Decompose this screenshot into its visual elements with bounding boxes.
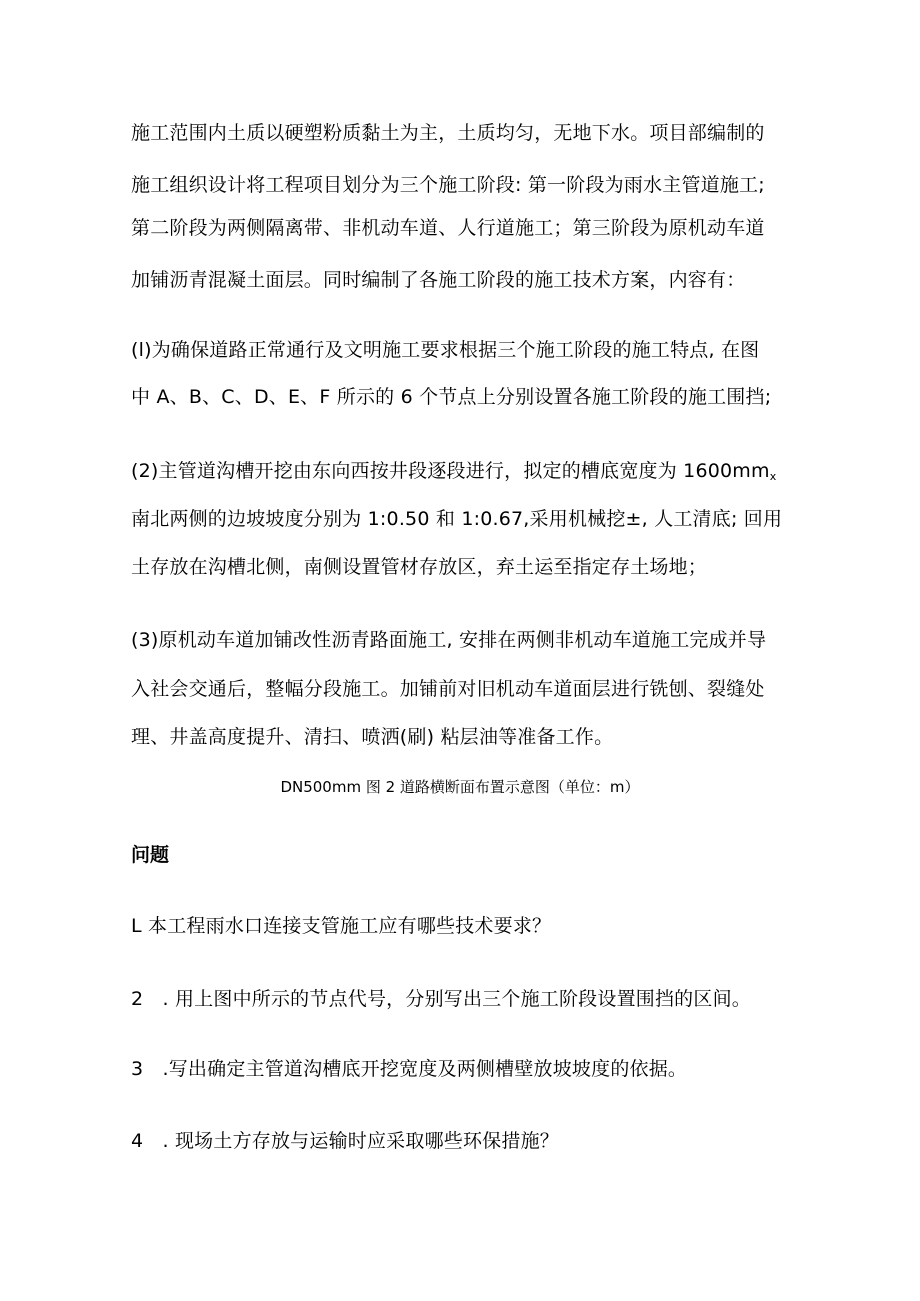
item2-line-1-text: (2)主管道沟槽开挖由东向西按井段逐段进行，拟定的槽底宽度为 1600mm bbox=[131, 460, 770, 482]
item3-line-3: 理、井盖高度提升、清扫、喷洒(刷) 粘层油等准备工作。 bbox=[131, 726, 614, 748]
item2-line-1 bbox=[131, 459, 776, 489]
question-3: 3 .写出确定主管道沟槽底开挖宽度及两侧槽壁放坡坡度的依据。 bbox=[131, 1058, 688, 1080]
paragraph1-line-2: 施工组织设计将工程项目划分为三个施工阶段: 第一阶段为雨水主管道施工; bbox=[131, 174, 765, 196]
questions-heading: 问题 bbox=[131, 844, 170, 866]
item3-line-1: (3)原机动车道加铺改性沥青路面施工, 安排在两侧非机动车道施工完成并导 bbox=[131, 629, 767, 651]
item1-line-1: (l)为确保道路正常通行及文明施工要求根据三个施工阶段的施工特点, 在图 bbox=[131, 339, 760, 361]
question-2: 2 . 用上图中所示的节点代号，分别写出三个施工阶段设置围挡的区间。 bbox=[131, 988, 751, 1010]
item2-line-3: 土存放在沟槽北侧，南侧设置管材存放区，弃土运至指定存土场地； bbox=[131, 556, 708, 578]
item3-line-2: 入社会交通后，整幅分段施工。加铺前对旧机动车道面层进行铣刨、裂缝处 bbox=[131, 678, 765, 700]
item2-line-2: 南北两侧的边坡坡度分别为 1:0.50 和 1:0.67,采用机械挖±, 人工清底; 回用 bbox=[131, 508, 783, 530]
item2-line-1-subscript: x bbox=[769, 470, 777, 483]
paragraph1-line-4: 加铺沥青混凝土面层。同时编制了各施工阶段的施工技术方案，内容有： bbox=[131, 269, 746, 291]
figure-caption: DN500mm 图 2 道路横断面布置示意图（单位：m） bbox=[280, 778, 640, 796]
question-1: L 本工程雨水口连接支管施工应有哪些技术要求？ bbox=[131, 915, 552, 937]
paragraph1-line-3: 第二阶段为两侧隔离带、非机动车道、人行道施工；第三阶段为原机动车道 bbox=[131, 217, 765, 239]
item1-line-2: 中 A、B、C、D、E、F 所示的 6 个节点上分别设置各施工阶段的施工围挡; bbox=[131, 386, 772, 408]
paragraph1-line-1: 施工范围内土质以硬塑粉质黏土为主，土质均匀，无地下水。项目部编制的 bbox=[131, 122, 765, 144]
question-4: 4 . 现场土方存放与运输时应采取哪些环保措施？ bbox=[131, 1130, 559, 1152]
